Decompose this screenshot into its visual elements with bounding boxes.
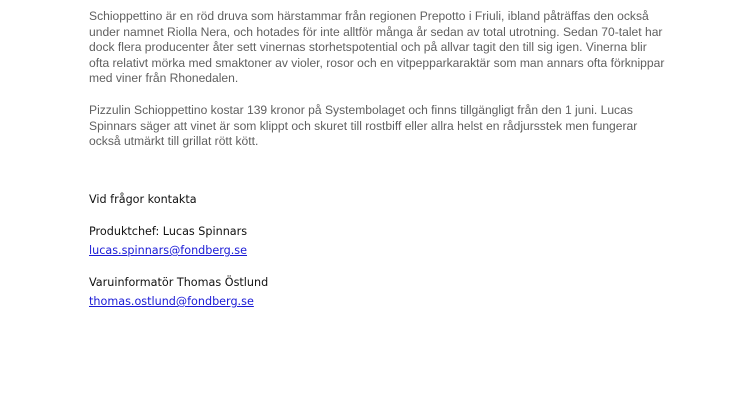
body-paragraph-1: Schioppettino är en röd druva som härstammar från regionen Prepotto i Friuli, ibland påträffas den också under namnet Riolla Nera, och hotades för inte alltför många år sedan av total utrotning. Sedan 70-talet har dock flera producenter åter sett vinernas storhetspotential och på allvar tagit den till sig igen. Vinerna blir ofta relativt mörka med smaktoner av violer, rosor och en vitpepparkaraktär som man annars ofta förknippar med viner från Rhonedalen. — [89, 9, 665, 85]
email-link-lucas[interactable]: lucas.spinnars@fondberg.se — [89, 244, 248, 257]
contact-email-line-2 — [89, 294, 254, 310]
body-paragraph-2: Pizzulin Schioppettino kostar 139 kronor på Systembolaget och finns tillgängligt från den 1 juni. Lucas Spinnars säger att vinet är som klippt och skuret till rostbiff eller allra helst en rådjursstek men fungerar också utmärkt till grillat rött kött. — [89, 103, 638, 148]
contact-role-product-informer: Varuinformatör Thomas Östlund — [89, 276, 269, 289]
email-link-thomas[interactable]: thomas.ostlund@fondberg.se — [89, 295, 254, 308]
contact-heading: Vid frågor kontakta — [89, 193, 197, 206]
contact-email-line-1 — [89, 243, 247, 259]
contact-role-product-manager: Produktchef: Lucas Spinnars — [89, 225, 248, 238]
